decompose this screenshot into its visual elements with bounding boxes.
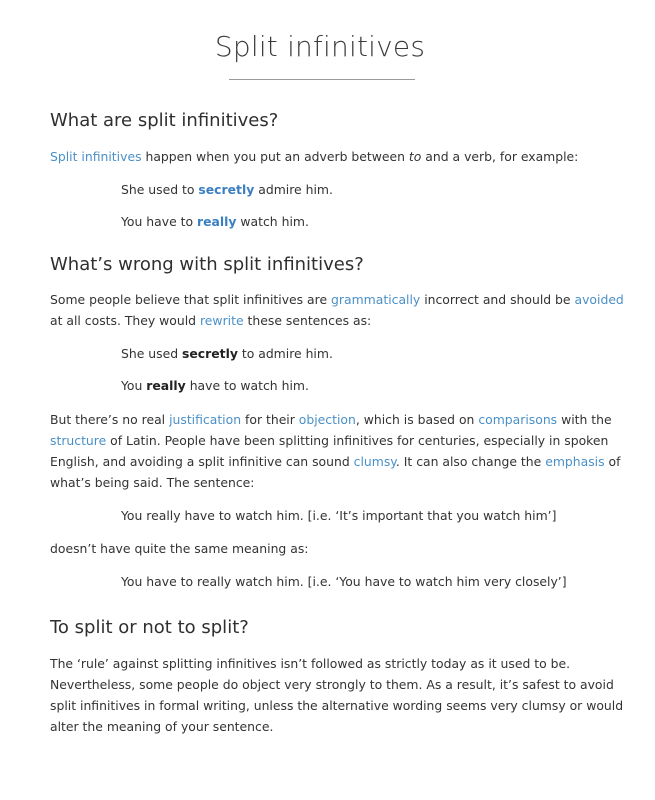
paragraph-same-meaning: doesn’t have quite the same meaning as: xyxy=(50,541,309,556)
page-title: Split infinitives xyxy=(214,30,426,63)
paragraph-rule-line3: split infinitives in formal writing, unless the alternative wording seems very clumsy or would xyxy=(50,698,624,713)
link-avoided[interactable]: avoided xyxy=(574,292,624,307)
link-objection[interactable]: objection xyxy=(298,412,356,427)
paragraph-justification-line2: structure of Latin. People have been splitting infinitives for centuries, especially in spoken xyxy=(50,433,609,448)
link-rewrite[interactable]: rewrite xyxy=(199,313,244,328)
paragraph-rule-line2: Nevertheless, some people do object very strongly to them. As a result, it’s safest to avoid xyxy=(50,677,614,692)
link-grammatically[interactable]: grammatically xyxy=(331,292,421,307)
example-you-really: You really have to watch him. xyxy=(121,378,309,393)
paragraph-believe-line2: at all costs. They would rewrite these sentences as: xyxy=(50,313,372,328)
link-justification[interactable]: justification xyxy=(169,412,242,427)
example-really: You have to really watch him. xyxy=(121,214,309,229)
title-divider xyxy=(229,79,415,80)
paragraph-justification-line4: what’s being said. The sentence: xyxy=(50,475,255,490)
link-emphasis[interactable]: emphasis xyxy=(545,454,605,469)
link-comparisons[interactable]: comparisons xyxy=(478,412,558,427)
example-secretly: She used to secretly admire him. xyxy=(121,182,333,197)
paragraph-justification-line1: But there’s no real justification for their objection, which is based on comparisons with the xyxy=(50,412,612,427)
example-used-secretly: She used secretly to admire him. xyxy=(121,346,333,361)
heading-whats-wrong: What’s wrong with split infinitives? xyxy=(50,254,364,275)
paragraph-justification-line3: English, and avoiding a split infinitive can sound clumsy. It can also change the emphasis of xyxy=(50,454,621,469)
example-closely: You have to really watch him. [i.e. ‘You have to watch him very closely’] xyxy=(121,574,567,589)
link-split-infinitives[interactable]: Split infinitives xyxy=(50,149,142,164)
link-clumsy[interactable]: clumsy xyxy=(353,454,396,469)
heading-to-split: To split or not to split? xyxy=(50,617,249,638)
paragraph-believe-line1: Some people believe that split infinitives are grammatically incorrect and should be avoided xyxy=(50,292,624,307)
paragraph-rule-line1: The ‘rule’ against splitting infinitives isn’t followed as strictly today as it used to be. xyxy=(50,656,571,671)
heading-what-are: What are split infinitives? xyxy=(50,110,279,131)
link-structure[interactable]: structure xyxy=(50,433,107,448)
intro-paragraph: Split infinitives happen when you put an adverb between to and a verb, for example: xyxy=(50,149,579,164)
paragraph-rule-line4: alter the meaning of your sentence. xyxy=(50,719,274,734)
example-important: You really have to watch him. [i.e. ‘It’s important that you watch him’] xyxy=(121,508,557,523)
